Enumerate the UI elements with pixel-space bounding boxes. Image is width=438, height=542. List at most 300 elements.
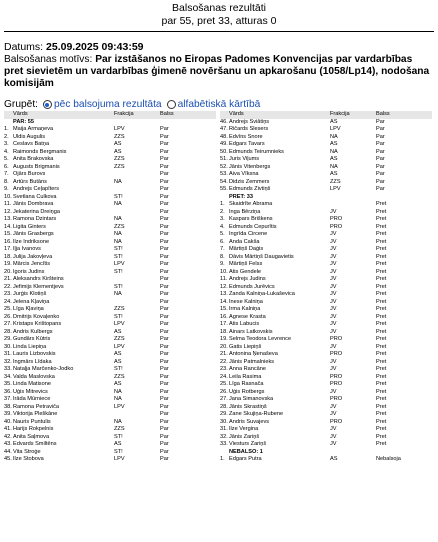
faction: LPV (330, 186, 341, 192)
row-number: 14. (220, 298, 228, 305)
header-name: Vārds (229, 111, 244, 117)
vote-value: Par (160, 156, 169, 162)
group-alphabetical-radio[interactable] (167, 100, 176, 109)
vote-value: Par (160, 148, 169, 155)
deputy-name: Uldis Augulis (13, 133, 46, 140)
vote-value: Par (376, 133, 385, 140)
vote-value: Par (160, 163, 169, 170)
row-number: 12. (4, 208, 12, 215)
vote-value: Pret (376, 298, 387, 305)
vote-value: Par (160, 373, 169, 380)
deputy-name: Līga Kļaviņa (13, 306, 44, 312)
vote-value: Pret (376, 216, 387, 222)
deputy-name: Ričards Šlesers (229, 126, 269, 132)
table-row (220, 276, 432, 284)
table-row (220, 291, 432, 299)
vote-value: Par (160, 336, 169, 342)
vote-value: Par (376, 163, 385, 170)
row-number: 24. (4, 298, 12, 305)
header-vote: Balss (376, 111, 390, 117)
grouping-control (4, 99, 260, 110)
deputy-name: Svetlana Čulkova (13, 193, 57, 200)
vote-value: Par (160, 126, 169, 132)
faction: AS (114, 358, 122, 365)
table-row (220, 456, 432, 464)
row-number: 25. (220, 381, 228, 387)
vote-value: Par (376, 118, 385, 125)
faction: PRO (330, 381, 343, 387)
row-number: 4. (4, 148, 9, 155)
faction: JV (330, 426, 337, 432)
deputy-name: Ingmārs Līdaka (13, 358, 52, 365)
table-row (220, 336, 432, 344)
deputy-name: Viesturs Zariņš (229, 441, 267, 447)
row-number: 33. (4, 366, 12, 372)
faction: LPV (114, 403, 125, 410)
deputy-name: Selma Teodora Levrence (229, 336, 292, 342)
faction: ZZS (114, 133, 125, 140)
vote-value: Par (160, 358, 169, 365)
row-number: 1. (4, 126, 9, 132)
table-row (220, 134, 432, 142)
vote-value: Pret (376, 321, 387, 327)
table-row (4, 231, 216, 239)
row-number: 19. (4, 261, 12, 267)
faction: JV (330, 321, 337, 327)
row-number: 20. (220, 343, 228, 350)
vote-value: Pret (376, 388, 387, 395)
vote-value: Par (160, 276, 169, 282)
group-by-result-label[interactable]: pēc balsojuma rezultāta (53, 99, 162, 110)
faction: AS (114, 148, 122, 155)
row-number: 47. (220, 126, 228, 132)
deputy-name: Jānis Skrastiņš (229, 403, 267, 410)
faction: LPV (114, 126, 125, 132)
grouping-label: Grupēt: (4, 99, 38, 110)
row-number: 49. (220, 141, 228, 147)
table-row (4, 201, 216, 209)
deputy-name: Ramona Petraviča (13, 403, 60, 410)
row-number: 31. (220, 426, 228, 432)
row-number: 14. (4, 223, 12, 230)
deputy-name: Mārtiņš Daģis (229, 246, 264, 252)
vote-value: Par (160, 208, 169, 215)
row-number: 42. (4, 433, 12, 440)
table-row (4, 156, 216, 164)
vote-value: Pret (376, 268, 387, 275)
table-row (4, 456, 216, 464)
vote-value: Pret (376, 373, 387, 380)
faction: PRO (330, 336, 343, 342)
vote-value: Nebalsoja (376, 456, 401, 462)
faction: ZZS (114, 426, 125, 432)
table-row (220, 411, 432, 419)
row-number: 54. (220, 178, 228, 185)
row-number: 53. (220, 171, 228, 177)
vote-value: Pret (376, 411, 387, 417)
vote-value: Par (160, 388, 169, 395)
deputy-name: Edmunds Teirumnieks (229, 148, 284, 155)
row-number: 2. (4, 133, 9, 140)
table-row (220, 284, 432, 292)
vote-value: Pret (376, 433, 387, 440)
deputy-name: Gundārs Kūtris (13, 336, 51, 342)
faction: NA (114, 201, 122, 207)
faction: JV (330, 268, 337, 275)
row-number: 15. (220, 306, 228, 312)
vote-value: Par (376, 141, 385, 147)
header-faction: Frakcija (330, 111, 350, 117)
deputy-name: Valda Maslovska (13, 373, 55, 380)
section-heading (220, 194, 432, 202)
header-vote: Balss (160, 111, 174, 117)
deputy-name: Edmunds Cepurītis (229, 223, 277, 230)
header-number-cell (220, 111, 229, 119)
row-number: 5. (220, 231, 225, 237)
vote-value: Pret (376, 366, 387, 372)
faction: LPV (114, 321, 125, 327)
row-number: 48. (220, 133, 228, 140)
vote-value: Par (160, 441, 169, 447)
vote-summary: par 55, pret 33, atturas 0 (161, 15, 277, 27)
vote-value: Par (160, 418, 169, 425)
row-number: 10. (4, 193, 12, 200)
deputy-name: Andrejs Sviātiņs (229, 118, 270, 125)
vote-value: Par (160, 178, 169, 185)
vote-value: Par (160, 283, 169, 290)
table-row (220, 239, 432, 247)
deputy-name: Uģis Mitrevics (13, 388, 48, 395)
vote-value: Pret (376, 261, 387, 267)
vote-value: Pret (376, 351, 387, 357)
table-row (220, 344, 432, 352)
table-row (4, 396, 216, 404)
table-row (4, 194, 216, 202)
table-row (220, 216, 432, 224)
table-row (4, 329, 216, 337)
row-number: 32. (4, 358, 12, 365)
deputy-name: Edmunds Zivtiņš (229, 186, 271, 192)
row-number: 28. (220, 403, 228, 410)
faction: NA (114, 418, 122, 425)
row-number: 6. (4, 163, 9, 170)
vote-value: Par (376, 186, 385, 192)
table-row (4, 389, 216, 397)
deputy-name: Ligita Ginters (13, 223, 46, 230)
faction: NA (330, 133, 338, 140)
faction: JV (330, 358, 337, 365)
row-number: 26. (4, 313, 12, 320)
table-row (220, 126, 432, 134)
faction: AS (114, 141, 122, 147)
vote-value: Pret (376, 336, 387, 342)
deputy-name: Irma Kalniņa (229, 306, 261, 312)
deputy-name: Zanda Kalniņa-Lukaševica (229, 291, 295, 297)
table-row (220, 299, 432, 307)
faction: ZZS (114, 373, 125, 380)
faction: JV (330, 246, 337, 252)
row-number: 5. (4, 156, 9, 162)
deputy-name: Augusts Brigmanis (13, 163, 60, 170)
deputy-name: Mārtiņš Felss (229, 261, 263, 267)
row-number: 22. (4, 283, 12, 290)
section-spacer (220, 194, 229, 202)
faction (114, 209, 160, 217)
vote-value: Par (376, 148, 385, 155)
row-number: 33. (220, 441, 228, 447)
vote-value: Pret (376, 358, 387, 365)
faction: JV (330, 313, 337, 320)
faction: AS (114, 351, 122, 357)
faction: LPV (114, 456, 125, 462)
deputy-name: Nataļja Marčenko-Jodko (13, 366, 74, 372)
table-row (220, 374, 432, 382)
faction: NA (114, 178, 122, 185)
table-row (4, 164, 216, 172)
faction: ST! (114, 283, 123, 290)
vote-value: Pret (376, 403, 387, 410)
table-row (220, 329, 432, 337)
table-row (4, 209, 216, 217)
vote-value: Par (376, 178, 385, 185)
table-row (220, 246, 432, 254)
deputy-name: Jurģis Klotiņš (13, 291, 47, 297)
vote-value: Par (160, 403, 169, 410)
row-number: 8. (220, 253, 225, 260)
vote-value: Par (160, 141, 169, 147)
vote-value: Par (160, 396, 169, 402)
vote-value: Pret (376, 246, 387, 252)
table-row (4, 434, 216, 442)
row-number: 29. (4, 336, 12, 342)
table-row (4, 299, 216, 307)
date-value: 25.09.2025 09:43:59 (46, 41, 144, 53)
vote-value: Par (160, 291, 169, 297)
faction: PRO (330, 216, 343, 222)
faction: ST! (114, 253, 123, 260)
row-number: 26. (220, 388, 228, 395)
faction: AS (114, 381, 122, 387)
deputy-name: Zane Skujiņa-Rubene (229, 411, 284, 417)
table-row (4, 359, 216, 367)
table-row (220, 381, 432, 389)
faction: JV (330, 291, 337, 297)
faction: AS (330, 171, 338, 177)
faction: NA (114, 388, 122, 395)
section-spacer (220, 449, 229, 457)
section-label: NEBALSO: 1 (229, 448, 263, 455)
row-number: 18. (220, 328, 228, 335)
deputy-name: Ilze Indriksone (13, 238, 50, 245)
table-row (4, 344, 216, 352)
faction: ST! (114, 246, 123, 252)
vote-value: Pret (376, 396, 387, 402)
vote-value: Par (160, 433, 169, 440)
deputy-name: Edvīns Šnore (229, 133, 263, 140)
row-number: 9. (220, 261, 225, 267)
row-number: 27. (4, 321, 12, 327)
faction (114, 411, 160, 419)
deputy-name: Julija Jakovļeva (13, 253, 53, 260)
deputy-name: Jānis Zariņš (229, 433, 260, 440)
row-number: 10. (220, 268, 228, 275)
faction: ZZS (114, 156, 125, 162)
results-table-right (220, 111, 432, 464)
table-row (4, 171, 216, 179)
faction: JV (330, 298, 337, 305)
deputy-name: Edmunds Jurēvics (229, 283, 275, 290)
deputy-name: Andris Šuvajevs (229, 418, 270, 425)
deputy-name: Iļja Ivanovs (13, 246, 41, 252)
faction: JV (330, 441, 337, 447)
table-row (220, 149, 432, 157)
vote-value: Par (376, 126, 385, 132)
vote-value: Par (160, 186, 169, 192)
group-alphabetical-label[interactable]: alfabētiskā kārtībā (177, 99, 261, 110)
deputy-name: Raimonds Bergmanis (13, 148, 67, 155)
deputy-name: Jelena Kļaviņa (13, 298, 50, 305)
faction: AS (330, 156, 338, 162)
vote-value: Pret (376, 276, 387, 282)
deputy-name: Edvards Smiltēns (13, 441, 57, 447)
deputy-name: Linda Liepiņa (13, 343, 47, 350)
faction: JV (330, 261, 337, 267)
row-number: 17. (220, 321, 228, 327)
row-number: 8. (4, 178, 9, 185)
faction: AS (330, 118, 338, 125)
results-table-left (4, 111, 216, 464)
table-row (4, 126, 216, 134)
table-row (220, 419, 432, 427)
vote-value: Par (160, 381, 169, 387)
page-title: Balsošanas rezultāti (172, 2, 266, 14)
vote-value: Pret (376, 231, 387, 237)
faction (114, 276, 160, 284)
faction: JV (330, 366, 337, 372)
row-number: 1. (220, 201, 225, 207)
row-number: 40. (4, 418, 12, 425)
vote-value: Pret (376, 343, 387, 350)
deputy-name: Jana Simanovska (229, 396, 274, 402)
table-row (4, 411, 216, 419)
vote-value: Pret (376, 381, 387, 387)
vote-value: Par (160, 366, 169, 372)
table-row (4, 441, 216, 449)
faction: JV (330, 328, 337, 335)
row-number: 30. (4, 343, 12, 350)
deputy-name: Vita Stroģe (13, 448, 41, 455)
deputy-name: Ilze Stobova (13, 456, 44, 462)
deputy-name: Ojārs Burovs (13, 171, 46, 177)
row-number: 7. (4, 171, 9, 177)
row-number: 35. (4, 381, 12, 387)
faction: ST! (114, 366, 123, 372)
table-row (220, 224, 432, 232)
vote-value: Pret (376, 313, 387, 320)
deputy-name: Lauris Lizbovskis (13, 351, 56, 357)
date-label: Datums: (4, 41, 44, 53)
vote-value: Par (376, 156, 385, 162)
table-row (4, 284, 216, 292)
deputy-name: Aiva Vīksna (229, 171, 259, 177)
row-number: 31. (4, 351, 12, 357)
faction: LPV (330, 126, 341, 132)
deputy-name: Irāda Mūrniece (13, 396, 51, 402)
faction: JV (330, 283, 337, 290)
deputy-name: Viktorija Pleškāne (13, 411, 58, 417)
deputy-name: Anda Čakša (229, 238, 260, 245)
table-row (220, 119, 432, 127)
table-row (4, 426, 216, 434)
faction (330, 201, 376, 209)
row-number: 4. (220, 223, 225, 230)
row-number: 29. (220, 411, 228, 417)
deputy-name: Ilze Vergina (229, 426, 259, 432)
table-row (220, 306, 432, 314)
table-row (220, 179, 432, 187)
table-row (4, 366, 216, 374)
faction: JV (330, 231, 337, 237)
deputy-name: Antonina Ņenaševa (229, 351, 278, 357)
faction: ZZS (330, 178, 341, 185)
deputy-name: Jānis Grasbergs (13, 231, 54, 237)
faction: ZZS (114, 336, 125, 342)
table-row (4, 306, 216, 314)
faction: AS (330, 141, 338, 147)
deputy-name: Skaidrīte Ābrama (229, 201, 273, 207)
deputy-name: Česlavs Batņa (13, 141, 50, 147)
faction: JV (330, 403, 337, 410)
row-number: 16. (4, 238, 12, 245)
row-number: 38. (4, 403, 12, 410)
vote-value: Pret (376, 208, 387, 215)
vote-value: Par (160, 456, 169, 462)
table-row (4, 291, 216, 299)
table-row (4, 449, 216, 457)
table-row (220, 269, 432, 277)
section-spacer (4, 119, 13, 127)
header-number-cell (4, 111, 13, 119)
table-row (220, 441, 432, 449)
row-number: 51. (220, 156, 228, 162)
row-number: 16. (220, 313, 228, 320)
row-number: 15. (4, 231, 12, 237)
row-number: 30. (220, 418, 228, 425)
vote-value: Pret (376, 441, 387, 447)
vote-value: Par (160, 253, 169, 260)
faction: JV (330, 343, 337, 350)
faction: NA (114, 216, 122, 222)
faction: ST! (114, 448, 123, 455)
row-number: 39. (4, 411, 12, 417)
row-number: 50. (220, 148, 228, 155)
row-number: 2. (220, 208, 225, 215)
faction: AS (330, 456, 338, 462)
faction: JV (330, 238, 337, 245)
deputy-name: Dāvis Mārtiņš Daugavietis (229, 253, 294, 260)
deputy-name: Jānis Patmalnieks (229, 358, 275, 365)
table-row (4, 351, 216, 359)
row-number: 25. (4, 306, 12, 312)
table-row (220, 404, 432, 412)
faction: JV (330, 388, 337, 395)
deputy-name: Jekaterina Dreiņga (13, 208, 60, 215)
group-by-result-radio[interactable] (43, 100, 52, 109)
row-number: 3. (4, 141, 9, 147)
table-row (220, 164, 432, 172)
faction: JV (330, 276, 337, 282)
deputy-name: Edgars Putra (229, 456, 262, 462)
